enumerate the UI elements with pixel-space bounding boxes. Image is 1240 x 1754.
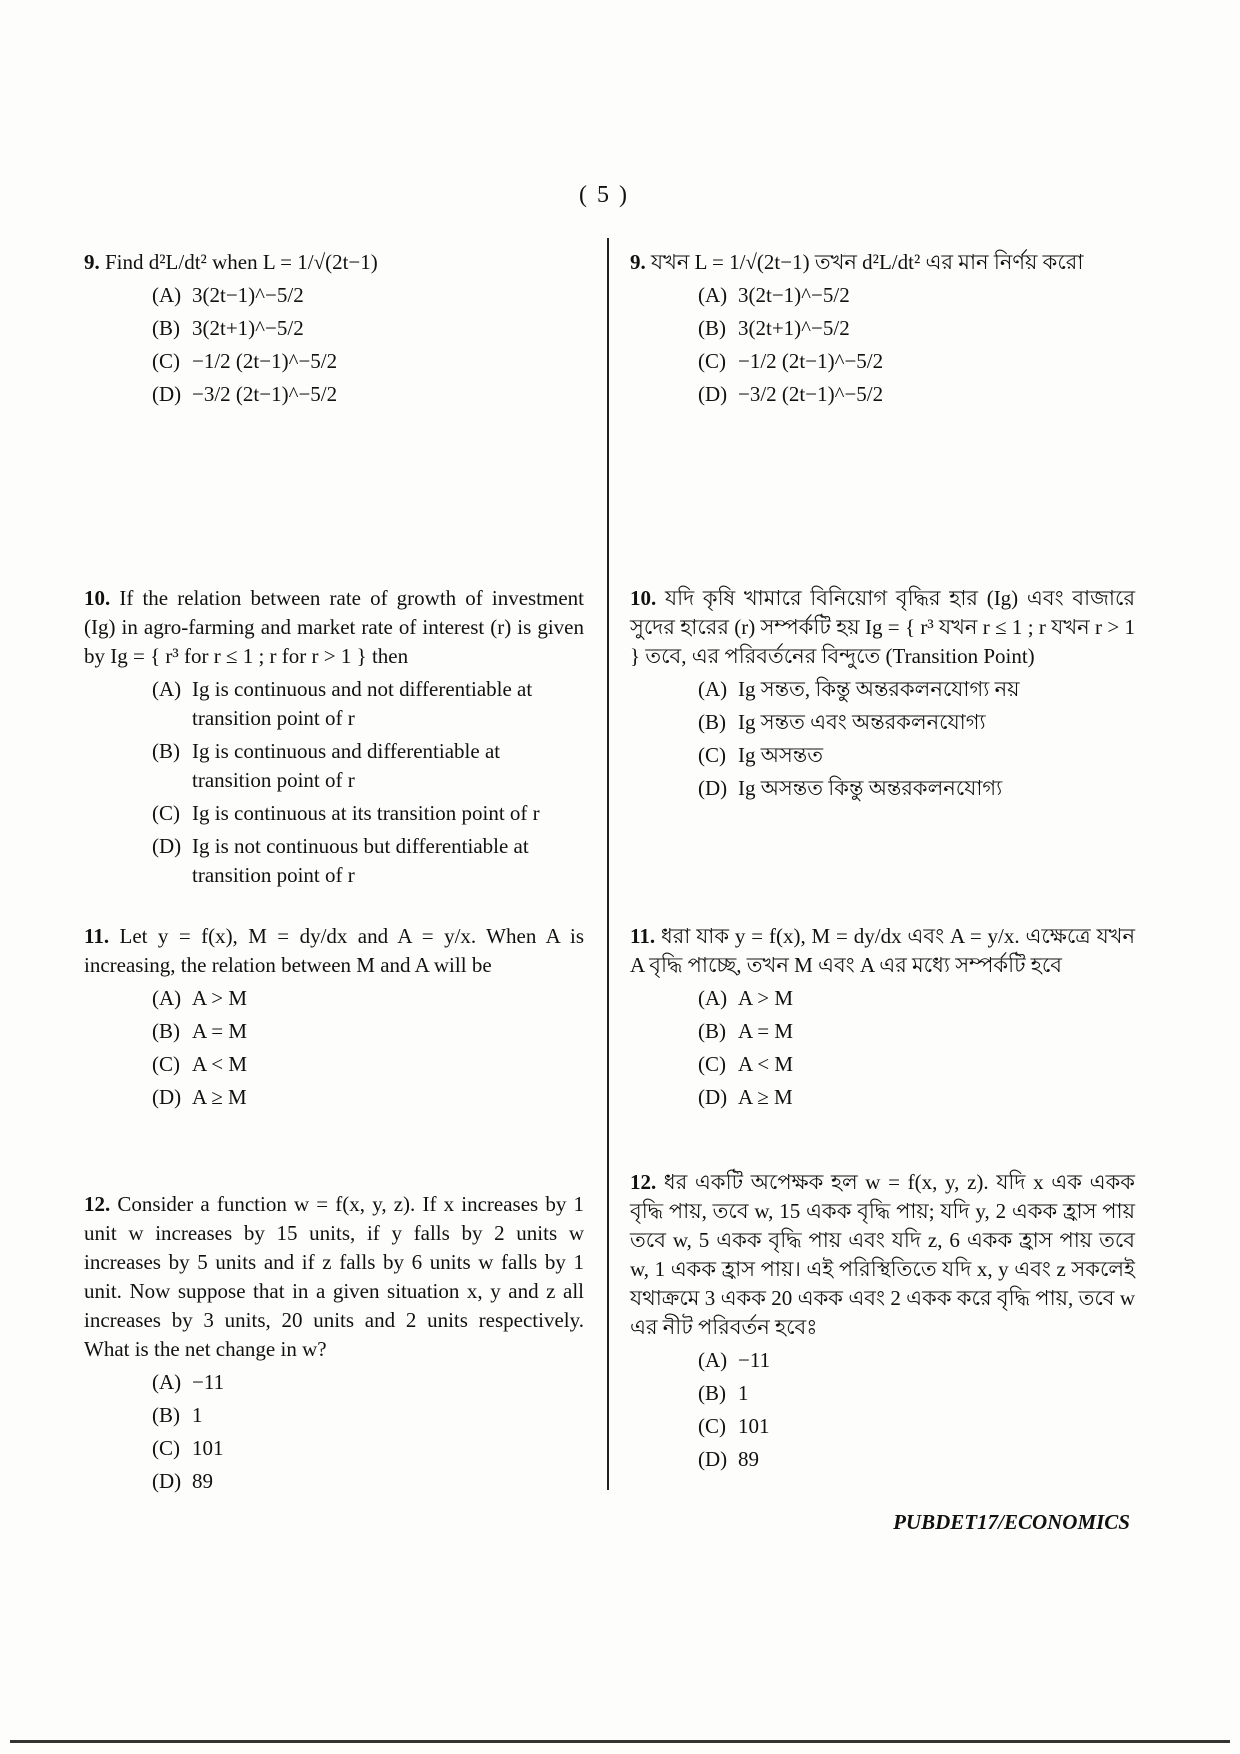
question-stem <box>630 584 1135 671</box>
option-label: (A) <box>698 1348 728 1372</box>
question-12-en <box>84 1190 584 1500</box>
option-label: (B) <box>698 1381 726 1405</box>
page-number: ( 5 ) <box>579 182 629 208</box>
option-item <box>152 1368 584 1397</box>
option-item <box>698 741 1135 770</box>
options-list <box>152 984 584 1112</box>
question-text: ধরা যাক y = f(x), M = dy/dx এবং A = y/x. এক্ষেত্রে যখন A বৃদ্ধি পাচ্ছে, তখন M এবং A এর মধ্যে সম্পর্কটি হবে <box>630 924 1136 977</box>
question-stem <box>84 1190 584 1364</box>
option-label: (B) <box>698 1019 726 1043</box>
question-11-bn <box>630 922 1135 1116</box>
question-12-bn <box>630 1168 1135 1478</box>
option-item <box>152 984 584 1013</box>
option-item <box>152 1017 584 1046</box>
option-text: 101 <box>738 1414 770 1438</box>
question-text: Let y = f(x), M = dy/dx and A = y/x. When A is increasing, the relation between M and A will be <box>84 924 585 977</box>
option-text: −1/2 (2t−1)^−5/2 <box>738 349 884 373</box>
option-label: (D) <box>152 1469 182 1493</box>
option-item <box>698 675 1135 704</box>
option-label: (C) <box>698 349 726 373</box>
option-item <box>152 1083 584 1112</box>
option-text: 1 <box>738 1381 749 1405</box>
option-text: 1 <box>192 1403 203 1427</box>
option-label: (C) <box>152 349 180 373</box>
option-text: Ig অসন্তত কিন্তু অন্তরকলনযোগ্য <box>738 776 1003 800</box>
option-text: A ≥ M <box>738 1085 793 1109</box>
option-item <box>698 1017 1135 1046</box>
question-text: Consider a function w = f(x, y, z). If x increases by 1 unit w increases by 15 units, if y falls by 2 units w increases by 5 units and if z falls by 6 units w falls by 1 unit. Now suppose that in a given situation x, y and z all increases by 3 units, 20 units and 2 units respectively. What is the net change in w? <box>84 1192 584 1361</box>
option-item <box>152 1401 584 1430</box>
option-item <box>152 314 584 343</box>
option-text: 101 <box>192 1436 224 1460</box>
option-item <box>698 1445 1135 1474</box>
question-stem <box>84 584 584 671</box>
option-label: (A) <box>152 283 182 307</box>
option-label: (C) <box>698 1414 726 1438</box>
option-label: (B) <box>698 316 726 340</box>
option-text: Ig অসন্তত <box>738 743 824 767</box>
options-list <box>152 675 584 890</box>
option-item <box>152 1050 584 1079</box>
option-text: A < M <box>738 1052 794 1076</box>
option-label: (C) <box>152 1436 180 1460</box>
option-label: (C) <box>152 1052 180 1076</box>
option-text: 3(2t+1)^−5/2 <box>192 316 304 340</box>
option-item <box>152 1467 584 1496</box>
option-text: 3(2t−1)^−5/2 <box>192 283 304 307</box>
option-text: A = M <box>738 1019 794 1043</box>
option-label: (A) <box>698 677 728 701</box>
option-label: (B) <box>152 316 180 340</box>
option-item <box>698 1083 1135 1112</box>
option-label: (A) <box>152 1370 182 1394</box>
option-label: (A) <box>698 986 728 1010</box>
option-item <box>152 675 584 733</box>
option-text: Ig সন্তত, কিন্তু অন্তরকলনযোগ্য নয় <box>738 677 1020 701</box>
option-label: (D) <box>698 1447 728 1471</box>
bottom-scan-edge <box>10 1740 1230 1743</box>
question-number: 10. <box>84 586 111 610</box>
column-divider <box>607 238 609 1490</box>
option-item <box>152 1434 584 1463</box>
option-text: 3(2t−1)^−5/2 <box>738 283 850 307</box>
option-text: 89 <box>192 1469 213 1493</box>
option-text: 89 <box>738 1447 759 1471</box>
question-stem <box>630 922 1135 980</box>
option-text: Ig is continuous and not differentiable at transition point of r <box>192 677 533 730</box>
question-number: 12. <box>84 1192 111 1216</box>
option-text: −11 <box>192 1370 225 1394</box>
question-stem <box>84 922 584 980</box>
question-9-en <box>84 248 584 413</box>
option-label: (D) <box>698 776 728 800</box>
option-item <box>698 380 1135 409</box>
option-text: Ig is not continuous but differentiable at transition point of r <box>192 834 529 887</box>
option-label: (D) <box>698 382 728 406</box>
option-text: −3/2 (2t−1)^−5/2 <box>192 382 338 406</box>
option-item <box>152 799 584 828</box>
question-number: 11. <box>84 924 110 948</box>
question-number: 12. <box>630 1170 657 1194</box>
option-label: (B) <box>152 1019 180 1043</box>
option-item <box>152 737 584 795</box>
question-stem <box>630 248 1135 277</box>
option-label: (C) <box>152 801 180 825</box>
option-text: A > M <box>738 986 794 1010</box>
option-text: −3/2 (2t−1)^−5/2 <box>738 382 884 406</box>
question-9-bn <box>630 248 1135 413</box>
options-list <box>698 675 1135 803</box>
option-label: (A) <box>152 677 182 701</box>
option-text: A > M <box>192 986 248 1010</box>
option-label: (D) <box>152 1085 182 1109</box>
question-stem <box>630 1168 1135 1342</box>
options-list <box>698 984 1135 1112</box>
option-item <box>698 347 1135 376</box>
question-stem <box>84 248 584 277</box>
option-label: (B) <box>152 1403 180 1427</box>
option-item <box>698 1379 1135 1408</box>
option-item <box>152 347 584 376</box>
option-text: Ig সন্তত এবং অন্তরকলনযোগ্য <box>738 710 986 734</box>
question-10-bn <box>630 584 1135 807</box>
option-item <box>698 708 1135 737</box>
option-label: (D) <box>698 1085 728 1109</box>
question-text: If the relation between rate of growth of investment (Ig) in agro-farming and market rate of interest (r) is given by Ig = { r³ for r ≤ 1 ; r for r > 1 } then <box>84 586 585 668</box>
options-list <box>698 1346 1135 1474</box>
options-list <box>698 281 1135 409</box>
option-text: A < M <box>192 1052 248 1076</box>
question-number: 10. <box>630 586 657 610</box>
options-list <box>152 281 584 409</box>
option-label: (B) <box>698 710 726 734</box>
question-number: 9. <box>630 250 646 274</box>
option-item <box>698 314 1135 343</box>
option-label: (A) <box>698 283 728 307</box>
option-item <box>698 984 1135 1013</box>
option-label: (A) <box>152 986 182 1010</box>
question-text: যখন L = 1/√(2t−1) তখন d²L/dt² এর মান নির্ণয় করো <box>651 250 1084 274</box>
option-item <box>152 832 584 890</box>
option-item <box>152 281 584 310</box>
options-list <box>152 1368 584 1496</box>
option-item <box>698 1412 1135 1441</box>
question-10-en <box>84 584 584 894</box>
question-text: ধর একটি অপেক্ষক হল w = f(x, y, z). যদি x এক একক বৃদ্ধি পায়, তবে w, 15 একক বৃদ্ধি পায়; যদি y, 2 একক হ্রাস পায় তবে w, 5 একক বৃদ্ধি পায় এবং যদি z, 6 একক হ্রাস পায় তবে w, 1 একক হ্রাস পায়। এই পরিস্থিতিতে যদি x, y এবং z সকলেই যথাক্রমে 3 একক 20 একক এবং 2 একক করে বৃদ্ধি পায়, তবে w এর নীট পরিবর্তন হবেঃ <box>630 1170 1135 1339</box>
option-item <box>698 774 1135 803</box>
option-item <box>698 281 1135 310</box>
option-text: Ig is continuous at its transition point of r <box>192 801 540 825</box>
question-number: 11. <box>630 924 656 948</box>
option-text: −11 <box>738 1348 771 1372</box>
option-item <box>698 1346 1135 1375</box>
question-number: 9. <box>84 250 100 274</box>
option-label: (C) <box>698 1052 726 1076</box>
option-item <box>698 1050 1135 1079</box>
option-label: (B) <box>152 739 180 763</box>
question-text: Find d²L/dt² when L = 1/√(2t−1) <box>105 250 378 274</box>
option-text: 3(2t+1)^−5/2 <box>738 316 850 340</box>
option-text: Ig is continuous and differentiable at transition point of r <box>192 739 501 792</box>
option-label: (D) <box>152 834 182 858</box>
option-item <box>152 380 584 409</box>
option-text: −1/2 (2t−1)^−5/2 <box>192 349 338 373</box>
exam-code-footer: PUBDET17/ECONOMICS <box>893 1510 1130 1534</box>
option-text: A ≥ M <box>192 1085 247 1109</box>
question-text: যদি কৃষি খামারে বিনিয়োগ বৃদ্ধির হার (Ig) এবং বাজারে সুদের হারের (r) সম্পর্কটি হয় Ig = { r³ যখন r ≤ 1 ; r যখন r > 1 } তবে, এর পরিবর্তনের বিন্দুতে (Transition Point) <box>630 586 1136 668</box>
option-label: (C) <box>698 743 726 767</box>
option-text: A = M <box>192 1019 248 1043</box>
option-label: (D) <box>152 382 182 406</box>
question-11-en <box>84 922 584 1116</box>
